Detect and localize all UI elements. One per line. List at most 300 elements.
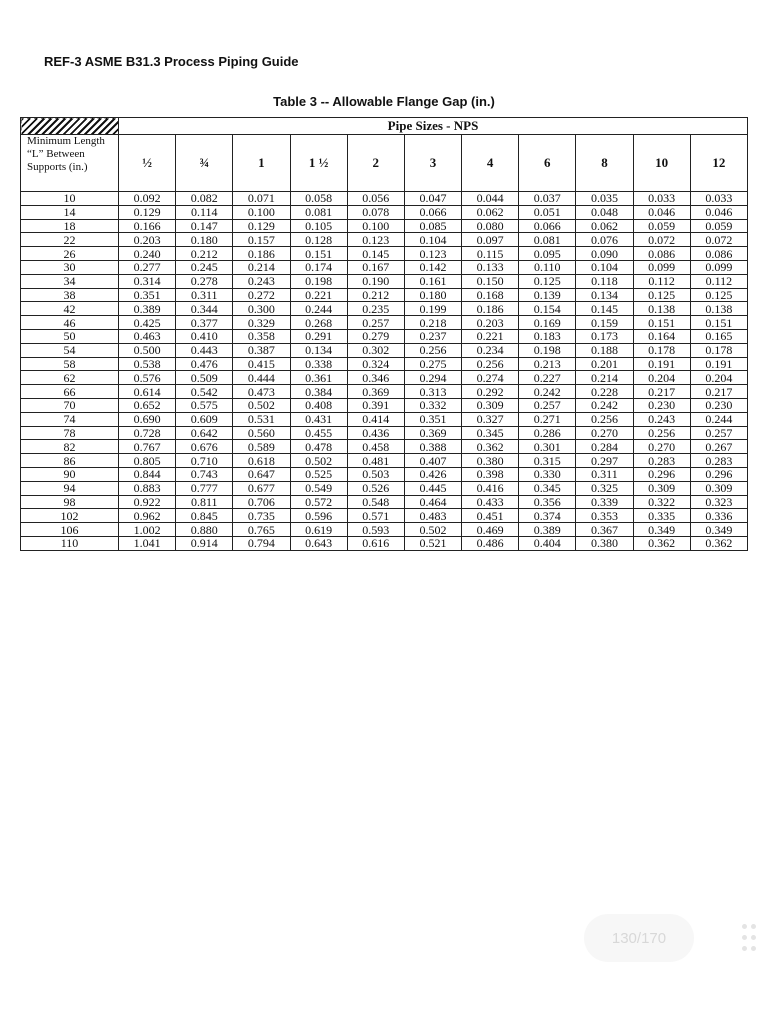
- gap-value-cell: 0.256: [576, 412, 633, 426]
- support-length-cell: 54: [21, 343, 119, 357]
- gap-value-cell: 0.186: [462, 302, 519, 316]
- gap-value-cell: 0.526: [347, 481, 404, 495]
- support-length-cell: 106: [21, 523, 119, 537]
- gap-value-cell: 0.416: [462, 481, 519, 495]
- gap-value-cell: 0.203: [119, 233, 176, 247]
- gap-value-cell: 0.455: [290, 426, 347, 440]
- gap-value-cell: 0.525: [290, 467, 347, 481]
- gap-value-cell: 0.134: [576, 288, 633, 302]
- gap-value-cell: 0.105: [290, 219, 347, 233]
- gap-value-cell: 0.521: [404, 536, 461, 550]
- gap-value-cell: 0.173: [576, 329, 633, 343]
- gap-value-cell: 0.309: [462, 398, 519, 412]
- support-length-cell: 78: [21, 426, 119, 440]
- gap-value-cell: 0.169: [519, 316, 576, 330]
- gap-value-cell: 0.051: [519, 205, 576, 219]
- gap-value-cell: 0.099: [690, 260, 747, 274]
- gap-value-cell: 0.033: [690, 192, 747, 206]
- gap-value-cell: 0.286: [519, 426, 576, 440]
- gap-value-cell: 0.676: [176, 440, 233, 454]
- gap-value-cell: 0.203: [462, 316, 519, 330]
- support-length-cell: 46: [21, 316, 119, 330]
- gap-value-cell: 0.560: [233, 426, 290, 440]
- gap-value-cell: 0.191: [633, 357, 690, 371]
- table-row: [21, 343, 748, 357]
- table-row: [21, 302, 748, 316]
- gap-value-cell: 0.407: [404, 454, 461, 468]
- flange-gap-table: [20, 117, 748, 551]
- gap-value-cell: 0.062: [462, 205, 519, 219]
- gap-value-cell: 0.151: [633, 316, 690, 330]
- gap-value-cell: 0.145: [347, 247, 404, 261]
- gap-value-cell: 0.324: [347, 357, 404, 371]
- gap-value-cell: 0.283: [690, 454, 747, 468]
- gap-value-cell: 0.614: [119, 385, 176, 399]
- gap-value-cell: 0.165: [690, 329, 747, 343]
- gap-value-cell: 0.619: [290, 523, 347, 537]
- gap-value-cell: 0.272: [233, 288, 290, 302]
- table-row: [21, 274, 748, 288]
- gap-value-cell: 0.256: [462, 357, 519, 371]
- support-length-cell: 58: [21, 357, 119, 371]
- gap-value-cell: 0.349: [690, 523, 747, 537]
- gap-value-cell: 0.237: [404, 329, 461, 343]
- gap-value-cell: 0.178: [690, 343, 747, 357]
- table-row: [21, 371, 748, 385]
- gap-value-cell: 0.033: [633, 192, 690, 206]
- gap-value-cell: 0.217: [690, 385, 747, 399]
- gap-value-cell: 0.389: [519, 523, 576, 537]
- gap-value-cell: 0.062: [576, 219, 633, 233]
- gap-value-cell: 0.297: [576, 454, 633, 468]
- gap-value-cell: 0.777: [176, 481, 233, 495]
- support-length-cell: 94: [21, 481, 119, 495]
- gap-value-cell: 0.313: [404, 385, 461, 399]
- gap-value-cell: 0.309: [690, 481, 747, 495]
- gap-value-cell: 0.767: [119, 440, 176, 454]
- gap-value-cell: 0.221: [290, 288, 347, 302]
- gap-value-cell: 0.481: [347, 454, 404, 468]
- gap-value-cell: 0.151: [690, 316, 747, 330]
- table-title: Table 3 -- Allowable Flange Gap (in.): [273, 94, 495, 109]
- gap-value-cell: 0.332: [404, 398, 461, 412]
- gap-value-cell: 0.616: [347, 536, 404, 550]
- gap-value-cell: 0.078: [347, 205, 404, 219]
- gap-value-cell: 0.221: [462, 329, 519, 343]
- gap-value-cell: 0.217: [633, 385, 690, 399]
- gap-value-cell: 0.168: [462, 288, 519, 302]
- table-row: [21, 398, 748, 412]
- gap-value-cell: 0.361: [290, 371, 347, 385]
- gap-value-cell: 0.240: [119, 247, 176, 261]
- gap-value-cell: 0.345: [462, 426, 519, 440]
- gap-value-cell: 0.349: [633, 523, 690, 537]
- table-row: [21, 357, 748, 371]
- gap-value-cell: 0.642: [176, 426, 233, 440]
- pipe-size-header: 6: [519, 135, 576, 192]
- gap-value-cell: 0.081: [519, 233, 576, 247]
- support-length-cell: 18: [21, 219, 119, 233]
- gap-value-cell: 0.643: [290, 536, 347, 550]
- support-length-cell: 82: [21, 440, 119, 454]
- gap-value-cell: 0.362: [690, 536, 747, 550]
- gap-value-cell: 0.072: [690, 233, 747, 247]
- gap-value-cell: 0.296: [633, 467, 690, 481]
- gap-value-cell: 0.150: [462, 274, 519, 288]
- support-length-cell: 50: [21, 329, 119, 343]
- gap-value-cell: 0.257: [690, 426, 747, 440]
- gap-value-cell: 0.549: [290, 481, 347, 495]
- gap-value-cell: 0.805: [119, 454, 176, 468]
- gap-value-cell: 0.035: [576, 192, 633, 206]
- support-length-cell: 26: [21, 247, 119, 261]
- gap-value-cell: 0.914: [176, 536, 233, 550]
- gap-value-cell: 0.198: [290, 274, 347, 288]
- document-header: REF-3 ASME B31.3 Process Piping Guide: [44, 54, 299, 69]
- gap-value-cell: 0.134: [290, 343, 347, 357]
- gap-value-cell: 0.325: [576, 481, 633, 495]
- table-row: [21, 481, 748, 495]
- gap-value-cell: 0.369: [347, 385, 404, 399]
- gap-value-cell: 0.444: [233, 371, 290, 385]
- gap-value-cell: 0.300: [233, 302, 290, 316]
- table-row: [21, 536, 748, 550]
- gap-value-cell: 0.243: [633, 412, 690, 426]
- gap-value-cell: 0.125: [690, 288, 747, 302]
- table-row: [21, 192, 748, 206]
- gap-value-cell: 0.811: [176, 495, 233, 509]
- gap-value-cell: 0.086: [633, 247, 690, 261]
- support-length-cell: 86: [21, 454, 119, 468]
- gap-value-cell: 0.291: [290, 329, 347, 343]
- gap-value-cell: 0.380: [576, 536, 633, 550]
- gap-value-cell: 0.166: [119, 219, 176, 233]
- gap-value-cell: 0.198: [519, 343, 576, 357]
- gap-value-cell: 0.294: [404, 371, 461, 385]
- support-length-cell: 14: [21, 205, 119, 219]
- gap-value-cell: 0.048: [576, 205, 633, 219]
- gap-value-cell: 0.509: [176, 371, 233, 385]
- table-row: [21, 247, 748, 261]
- gap-value-cell: 0.271: [519, 412, 576, 426]
- gap-value-cell: 0.186: [233, 247, 290, 261]
- pipe-size-header: 1 ½: [290, 135, 347, 192]
- gap-value-cell: 0.104: [404, 233, 461, 247]
- gap-value-cell: 0.346: [347, 371, 404, 385]
- gap-value-cell: 0.244: [290, 302, 347, 316]
- support-length-cell: 90: [21, 467, 119, 481]
- gap-value-cell: 0.652: [119, 398, 176, 412]
- pipe-sizes-header: Pipe Sizes - NPS: [119, 118, 748, 135]
- table-row: [21, 440, 748, 454]
- support-length-cell: 38: [21, 288, 119, 302]
- gap-value-cell: 0.502: [290, 454, 347, 468]
- gap-value-cell: 0.398: [462, 467, 519, 481]
- gap-value-cell: 0.415: [233, 357, 290, 371]
- gap-value-cell: 0.080: [462, 219, 519, 233]
- gap-value-cell: 0.230: [690, 398, 747, 412]
- gap-value-cell: 0.275: [404, 357, 461, 371]
- table-row: [21, 412, 748, 426]
- gap-value-cell: 0.469: [462, 523, 519, 537]
- gap-value-cell: 0.351: [404, 412, 461, 426]
- table-row: [21, 454, 748, 468]
- gap-value-cell: 0.323: [690, 495, 747, 509]
- gap-value-cell: 0.180: [404, 288, 461, 302]
- gap-value-cell: 0.242: [519, 385, 576, 399]
- gap-value-cell: 0.609: [176, 412, 233, 426]
- gap-value-cell: 0.356: [519, 495, 576, 509]
- gap-value-cell: 0.047: [404, 192, 461, 206]
- gap-value-cell: 0.531: [233, 412, 290, 426]
- gap-value-cell: 0.478: [290, 440, 347, 454]
- gap-value-cell: 0.336: [690, 509, 747, 523]
- gap-value-cell: 0.125: [633, 288, 690, 302]
- gap-value-cell: 0.431: [290, 412, 347, 426]
- pipe-size-header: 8: [576, 135, 633, 192]
- gap-value-cell: 0.151: [290, 247, 347, 261]
- gap-value-cell: 0.072: [633, 233, 690, 247]
- gap-value-cell: 0.463: [119, 329, 176, 343]
- gap-value-cell: 0.081: [290, 205, 347, 219]
- support-length-cell: 10: [21, 192, 119, 206]
- gap-value-cell: 0.880: [176, 523, 233, 537]
- gap-value-cell: 0.353: [576, 509, 633, 523]
- gap-value-cell: 0.301: [519, 440, 576, 454]
- gap-value-cell: 0.056: [347, 192, 404, 206]
- gap-value-cell: 0.082: [176, 192, 233, 206]
- gap-value-cell: 0.085: [404, 219, 461, 233]
- gap-value-cell: 0.389: [119, 302, 176, 316]
- gap-value-cell: 0.256: [633, 426, 690, 440]
- gap-value-cell: 0.066: [519, 219, 576, 233]
- gap-value-cell: 0.204: [690, 371, 747, 385]
- gap-value-cell: 0.180: [176, 233, 233, 247]
- gap-value-cell: 0.572: [290, 495, 347, 509]
- gap-value-cell: 0.167: [347, 260, 404, 274]
- gap-value-cell: 0.358: [233, 329, 290, 343]
- gap-value-cell: 0.123: [347, 233, 404, 247]
- table-row: [21, 205, 748, 219]
- gap-value-cell: 0.486: [462, 536, 519, 550]
- gap-value-cell: 0.274: [462, 371, 519, 385]
- support-length-cell: 34: [21, 274, 119, 288]
- table-row: [21, 467, 748, 481]
- gap-value-cell: 0.174: [290, 260, 347, 274]
- gap-value-cell: 0.199: [404, 302, 461, 316]
- gap-value-cell: 0.283: [633, 454, 690, 468]
- gap-value-cell: 0.473: [233, 385, 290, 399]
- gap-value-cell: 0.154: [519, 302, 576, 316]
- gap-value-cell: 0.345: [519, 481, 576, 495]
- gap-value-cell: 0.329: [233, 316, 290, 330]
- gap-value-cell: 0.110: [519, 260, 576, 274]
- support-length-cell: 30: [21, 260, 119, 274]
- gap-value-cell: 0.502: [404, 523, 461, 537]
- gap-value-cell: 0.214: [576, 371, 633, 385]
- gap-value-cell: 0.388: [404, 440, 461, 454]
- gap-value-cell: 0.161: [404, 274, 461, 288]
- gap-value-cell: 0.883: [119, 481, 176, 495]
- gap-value-cell: 0.351: [119, 288, 176, 302]
- support-length-cell: 22: [21, 233, 119, 247]
- gap-value-cell: 0.426: [404, 467, 461, 481]
- gap-value-cell: 0.314: [119, 274, 176, 288]
- gap-value-cell: 0.794: [233, 536, 290, 550]
- gap-value-cell: 0.046: [633, 205, 690, 219]
- table-row: [21, 233, 748, 247]
- gap-value-cell: 0.503: [347, 467, 404, 481]
- gap-value-cell: 0.464: [404, 495, 461, 509]
- pipe-size-header: ¾: [176, 135, 233, 192]
- gap-value-cell: 0.213: [519, 357, 576, 371]
- gap-value-cell: 0.112: [690, 274, 747, 288]
- gap-value-cell: 0.500: [119, 343, 176, 357]
- gap-value-cell: 0.327: [462, 412, 519, 426]
- gap-value-cell: 0.330: [519, 467, 576, 481]
- gap-value-cell: 0.270: [576, 426, 633, 440]
- gap-value-cell: 0.483: [404, 509, 461, 523]
- gap-value-cell: 0.296: [690, 467, 747, 481]
- gap-value-cell: 0.268: [290, 316, 347, 330]
- gap-value-cell: 0.059: [690, 219, 747, 233]
- gap-value-cell: 0.129: [233, 219, 290, 233]
- gap-value-cell: 0.335: [633, 509, 690, 523]
- table-row: [21, 329, 748, 343]
- support-length-cell: 42: [21, 302, 119, 316]
- gap-value-cell: 0.425: [119, 316, 176, 330]
- gap-value-cell: 0.279: [347, 329, 404, 343]
- gap-value-cell: 0.410: [176, 329, 233, 343]
- gap-value-cell: 0.058: [290, 192, 347, 206]
- gap-value-cell: 0.443: [176, 343, 233, 357]
- gap-value-cell: 0.377: [176, 316, 233, 330]
- gap-value-cell: 0.128: [290, 233, 347, 247]
- table-row: [21, 426, 748, 440]
- support-length-cell: 110: [21, 536, 119, 550]
- gap-value-cell: 0.445: [404, 481, 461, 495]
- gap-value-cell: 0.311: [176, 288, 233, 302]
- gap-value-cell: 0.384: [290, 385, 347, 399]
- gap-value-cell: 0.548: [347, 495, 404, 509]
- gap-value-cell: 0.922: [119, 495, 176, 509]
- gap-value-cell: 0.118: [576, 274, 633, 288]
- page-indicator[interactable]: 130/170: [584, 914, 694, 962]
- gap-value-cell: 0.458: [347, 440, 404, 454]
- gap-value-cell: 0.436: [347, 426, 404, 440]
- gap-value-cell: 0.344: [176, 302, 233, 316]
- gap-value-cell: 0.145: [576, 302, 633, 316]
- gap-value-cell: 0.066: [404, 205, 461, 219]
- gap-value-cell: 0.230: [633, 398, 690, 412]
- gap-value-cell: 0.157: [233, 233, 290, 247]
- gap-value-cell: 0.234: [462, 343, 519, 357]
- gap-value-cell: 0.845: [176, 509, 233, 523]
- gap-value-cell: 1.002: [119, 523, 176, 537]
- gap-value-cell: 0.095: [519, 247, 576, 261]
- gap-value-cell: 0.190: [347, 274, 404, 288]
- gap-value-cell: 0.369: [404, 426, 461, 440]
- gap-value-cell: 0.502: [233, 398, 290, 412]
- table-row: [21, 509, 748, 523]
- gap-value-cell: 0.139: [519, 288, 576, 302]
- gap-value-cell: 0.367: [576, 523, 633, 537]
- gap-value-cell: 0.129: [119, 205, 176, 219]
- gap-value-cell: 0.451: [462, 509, 519, 523]
- gap-value-cell: 0.311: [576, 467, 633, 481]
- gap-value-cell: 0.138: [633, 302, 690, 316]
- support-length-cell: 70: [21, 398, 119, 412]
- gap-value-cell: 1.041: [119, 536, 176, 550]
- gap-value-cell: 0.242: [576, 398, 633, 412]
- gap-value-cell: 0.188: [576, 343, 633, 357]
- support-length-cell: 66: [21, 385, 119, 399]
- gap-value-cell: 0.201: [576, 357, 633, 371]
- table-row: [21, 523, 748, 537]
- gap-value-cell: 0.243: [233, 274, 290, 288]
- gap-value-cell: 0.404: [519, 536, 576, 550]
- gap-value-cell: 0.391: [347, 398, 404, 412]
- gap-value-cell: 0.104: [576, 260, 633, 274]
- grid-dots-icon[interactable]: [742, 924, 758, 954]
- gap-value-cell: 0.844: [119, 467, 176, 481]
- gap-value-cell: 0.962: [119, 509, 176, 523]
- gap-value-cell: 0.178: [633, 343, 690, 357]
- gap-value-cell: 0.076: [576, 233, 633, 247]
- support-length-cell: 98: [21, 495, 119, 509]
- gap-value-cell: 0.212: [176, 247, 233, 261]
- length-column-header: Minimum Length “L” Between Supports (in.): [21, 135, 119, 192]
- gap-value-cell: 0.315: [519, 454, 576, 468]
- support-length-cell: 74: [21, 412, 119, 426]
- gap-value-cell: 0.100: [233, 205, 290, 219]
- gap-value-cell: 0.575: [176, 398, 233, 412]
- table-row: [21, 385, 748, 399]
- gap-value-cell: 0.183: [519, 329, 576, 343]
- gap-value-cell: 0.706: [233, 495, 290, 509]
- gap-value-cell: 0.123: [404, 247, 461, 261]
- gap-value-cell: 0.414: [347, 412, 404, 426]
- gap-value-cell: 0.593: [347, 523, 404, 537]
- gap-value-cell: 0.302: [347, 343, 404, 357]
- gap-value-cell: 0.538: [119, 357, 176, 371]
- support-length-cell: 102: [21, 509, 119, 523]
- gap-value-cell: 0.542: [176, 385, 233, 399]
- gap-value-cell: 0.086: [690, 247, 747, 261]
- gap-value-cell: 0.112: [633, 274, 690, 288]
- gap-value-cell: 0.596: [290, 509, 347, 523]
- gap-value-cell: 0.765: [233, 523, 290, 537]
- gap-value-cell: 0.380: [462, 454, 519, 468]
- gap-value-cell: 0.278: [176, 274, 233, 288]
- pipe-size-header: 4: [462, 135, 519, 192]
- gap-value-cell: 0.100: [347, 219, 404, 233]
- gap-value-cell: 0.735: [233, 509, 290, 523]
- gap-value-cell: 0.362: [633, 536, 690, 550]
- gap-value-cell: 0.097: [462, 233, 519, 247]
- pipe-size-header: 10: [633, 135, 690, 192]
- gap-value-cell: 0.214: [233, 260, 290, 274]
- pipe-size-header: ½: [119, 135, 176, 192]
- pipe-size-header: 12: [690, 135, 747, 192]
- gap-value-cell: 0.277: [119, 260, 176, 274]
- gap-value-cell: 0.339: [576, 495, 633, 509]
- gap-value-cell: 0.159: [576, 316, 633, 330]
- gap-value-cell: 0.114: [176, 205, 233, 219]
- gap-value-cell: 0.618: [233, 454, 290, 468]
- gap-value-cell: 0.071: [233, 192, 290, 206]
- gap-value-cell: 0.204: [633, 371, 690, 385]
